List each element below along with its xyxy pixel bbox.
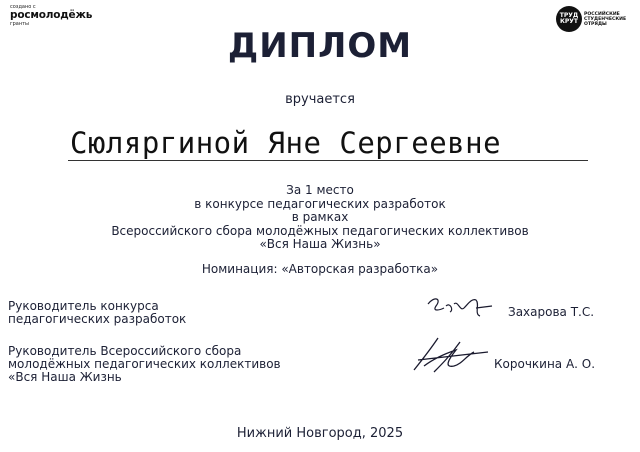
logo-caption: создано с <box>10 4 36 10</box>
diploma-title: ДИПЛОМ <box>227 26 413 66</box>
signatory2-role-line2: молодёжных педагогических коллективов <box>8 357 281 371</box>
logo-right-line3: ОТРЯДЫ <box>584 22 607 27</box>
signatory2-role-line1: Руководитель Всероссийского сбора <box>8 344 242 358</box>
badge-line1: ТРУД <box>559 12 579 19</box>
rosmolodezh-logo <box>10 4 92 27</box>
achievement-line2: в конкурсе педагогических разработок <box>194 196 446 211</box>
logo-sub: гранты <box>10 21 29 27</box>
signature-2 <box>404 330 494 382</box>
recipient-name: Сюляргиной Яне Сергеевне <box>70 126 502 160</box>
badge-line2: КРУТ <box>559 18 579 25</box>
place-and-year: Нижний Новгород, 2025 <box>236 426 404 441</box>
logo-right-line2: СТУДЕНЧЕСКИЕ <box>584 17 627 22</box>
achievement-line4: Всероссийского сбора молодёжных педагогических коллективов <box>111 223 529 238</box>
achievement-line3: в рамках <box>291 210 349 224</box>
signatory2-role <box>8 345 281 384</box>
signatory1-name: Захарова Т.С. <box>508 305 595 319</box>
signature-1 <box>420 294 500 332</box>
achievement-line5: «Вся Наша Жизнь» <box>259 237 381 251</box>
nomination-text: Номинация: «Авторская разработка» <box>201 262 439 276</box>
achievement-text <box>0 184 640 252</box>
signatory2-role-line3: «Вся Наша Жизнь <box>8 370 122 384</box>
signatory1-role-line1: Руководитель конкурса <box>8 299 159 313</box>
signatory1-role <box>8 300 186 326</box>
logo-brand: росмолодёжь <box>10 9 93 21</box>
logo-right-text <box>584 12 626 27</box>
achievement-line1: За 1 место <box>286 183 354 197</box>
signatory1-role-line2: педагогических разработок <box>8 312 187 326</box>
signatory2-name: Корочкина А. О. <box>494 357 596 371</box>
handed-to-label: вручается <box>285 92 355 107</box>
recipient-underline <box>68 160 588 161</box>
logo-right-line1: РОССИЙСКИЕ <box>584 12 620 17</box>
